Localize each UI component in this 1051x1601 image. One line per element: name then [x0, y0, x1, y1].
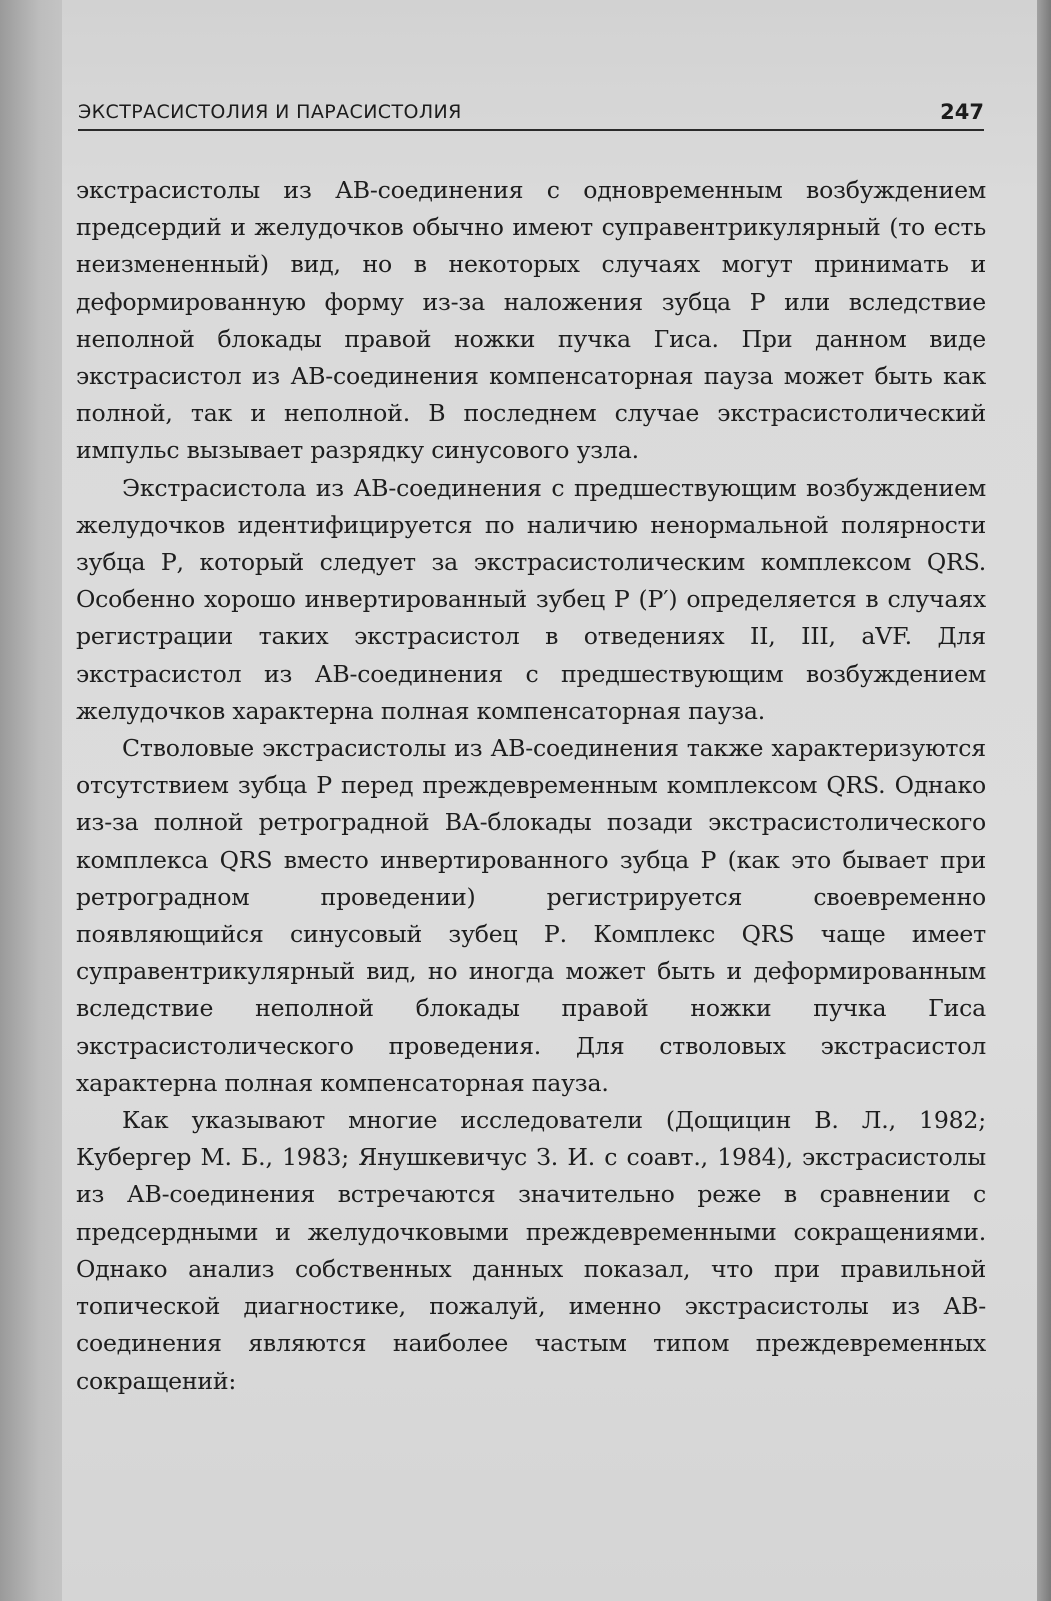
page-number: 247	[940, 100, 984, 124]
paragraph: Как указывают многие исследователи (Дощицин В. Л., 1982; Кубергер М. Б., 1983; Янушкевичус З. И. с соавт., 1984), экстрасистолы из АВ-соединения встречаются значительно реже в сравнении с предсердными и желудочковыми преждевременными сокращениями. Однако анализ собственных данных показал, что при правильной топической диагностике, пожалуй, именно экстрасистолы из АВ-соединения являются наиболее частым типом преждевременных сокращений:	[76, 1106, 986, 1395]
paragraph: Стволовые экстрасистолы из АВ-соединения также характеризуются отсутствием зубца Р перед преждевременным комплексом QRS. Однако из-за полной ретроградной ВА-блокады позади экстрасистолического комплекса QRS вместо инвертированного зубца Р (как это бывает при ретроградном проведении) регистрируется своевременно появляющийся синусовый зубец Р. Комплекс QRS чаще имеет суправентрикулярный вид, но иногда может быть и деформированным вследствие неполной блокады правой ножки пучка Гиса экстрасистолического проведения. Для стволовых экстрасистол характерна полная компенсаторная пауза.	[76, 734, 986, 1097]
running-header	[78, 97, 984, 131]
book-page	[62, 0, 1037, 1601]
running-title: ЭКСТРАСИСТОЛИЯ И ПАРАСИСТОЛИЯ	[78, 101, 462, 123]
page-body	[76, 172, 986, 1400]
paragraph: Экстрасистола из АВ-соединения с предшествующим возбуждением желудочков идентифицируется по наличию ненормальной полярности зубца Р, который следует за экстрасистолическим комплексом QRS. Особенно хорошо инвертированный зубец Р (Р′) определяется в случаях регистрации таких экстрасистол в отведениях II, III, aVF. Для экстрасистол из АВ-соединения с предшествующим возбуждением желудочков характерна полная компенсаторная пауза.	[76, 473, 986, 725]
paragraph-continuation: экстрасистолы из АВ-соединения с одновременным возбуждением предсердий и желудочков обычно имеют суправентрикулярный (то есть неизмененный) вид, но в некоторых случаях могут принимать и деформированную форму из-за наложения зубца Р или вследствие неполной блокады правой ножки пучка Гиса. При данном виде экстрасистол из АВ-соединения компенсаторная пауза может быть как полной, так и неполной. В последнем случае экстрасистолический импульс вызывает разрядку синусового узла.	[76, 176, 986, 465]
